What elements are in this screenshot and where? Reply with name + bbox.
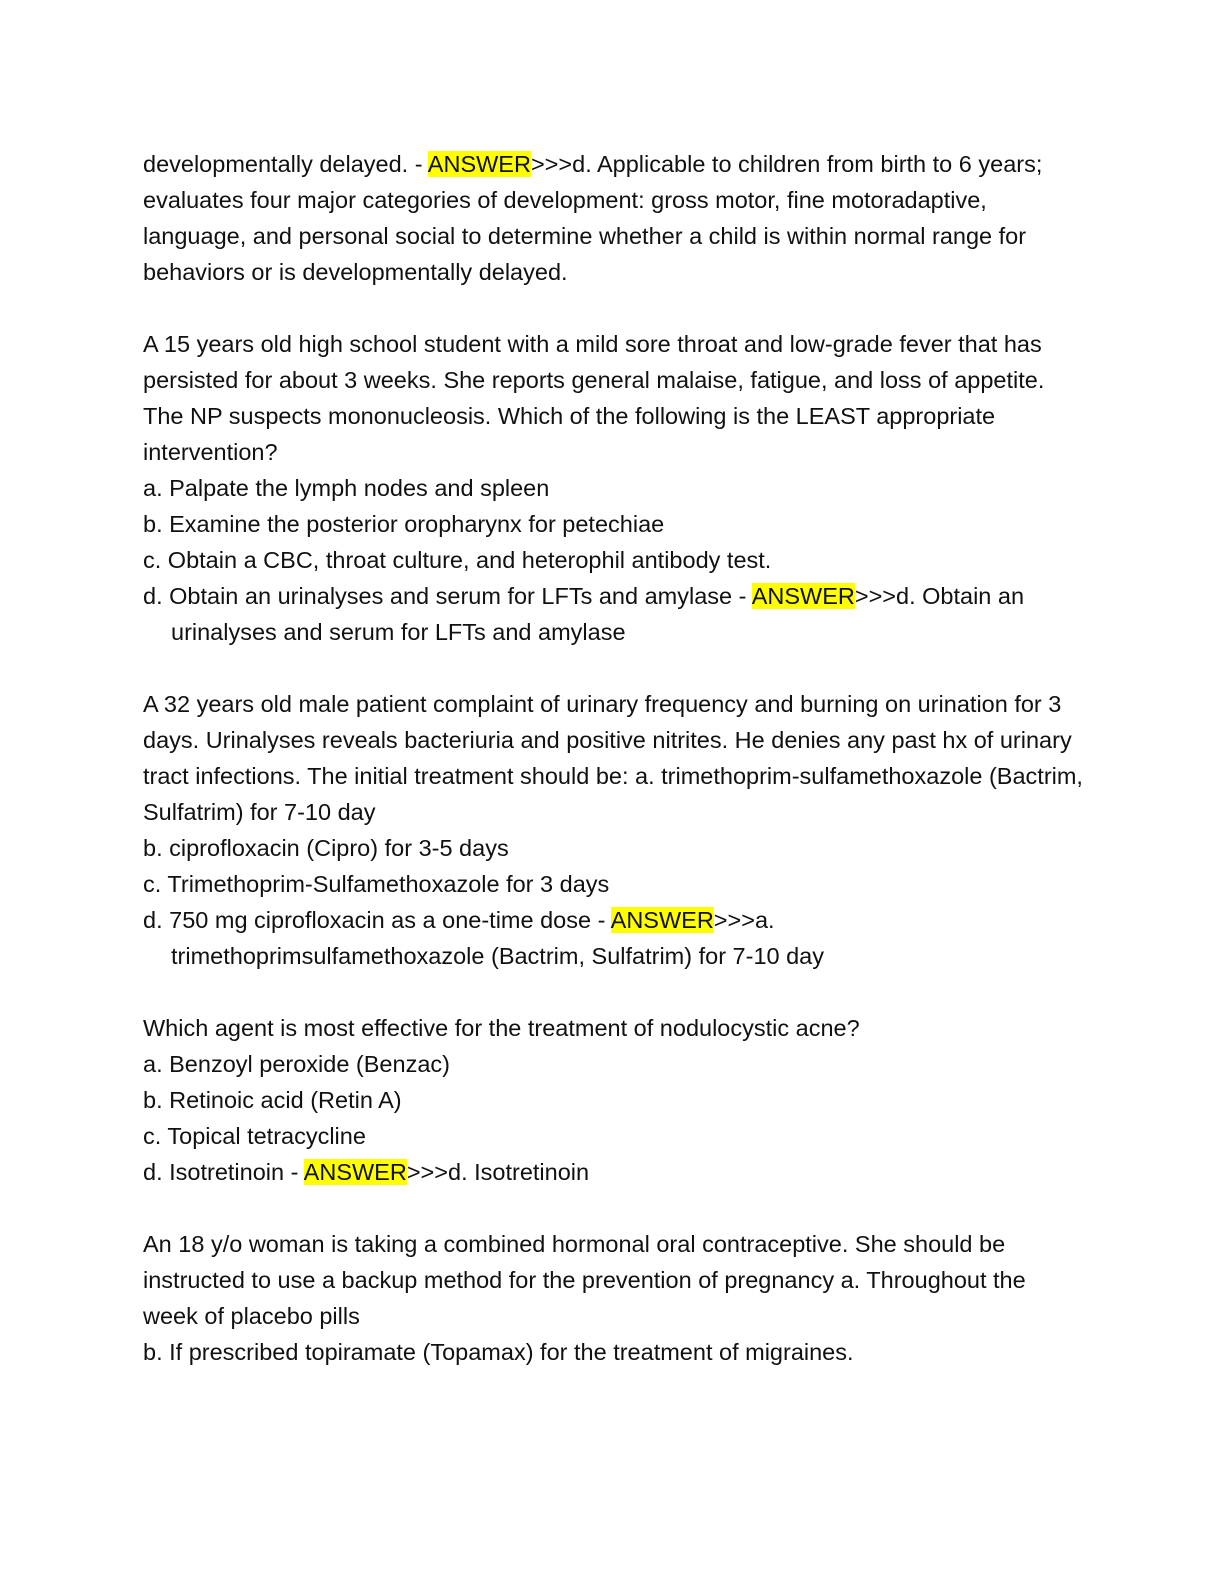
answer-text: >>>d. Applicable to children from birth to 6 years; evaluates four major categories of development: gross motor, fine motoradaptive, language, and personal social to determine whether a child is within normal range for behaviors or is developmentally delayed. xyxy=(143,151,1043,285)
paragraph-spacer xyxy=(143,1190,1083,1226)
answer-text: >>>a. trimethoprimsulfamethoxazole (Bactrim, Sulfatrim) for 7-10 day xyxy=(171,907,824,969)
answer-highlight: ANSWER xyxy=(303,1159,407,1185)
answer-highlight: ANSWER xyxy=(751,583,855,609)
question-stem-contraceptive: An 18 y/o woman is taking a combined hormonal oral contraceptive. She should be instructed to use a backup method for the prevention of pregnancy a. Throughout the week of placebo pills xyxy=(143,1231,1026,1329)
option-c: c. Topical tetracycline xyxy=(143,1123,366,1149)
answer-highlight: ANSWER xyxy=(427,151,531,177)
answer-text: >>>d. Isotretinoin xyxy=(406,1159,590,1185)
option-c: c. Obtain a CBC, throat culture, and heterophil antibody test. xyxy=(143,547,772,573)
document-page xyxy=(143,146,1083,1370)
option-a: a. Palpate the lymph nodes and spleen xyxy=(143,475,550,501)
option-c: c. Trimethoprim-Sulfamethoxazole for 3 days xyxy=(143,871,610,897)
question-stem-mononucleosis: A 15 years old high school student with a mild sore throat and low-grade fever that has persisted for about 3 weeks. She reports general malaise, fatigue, and loss of appetite. The NP suspects mononucleosis. Which of the following is the LEAST appropriate intervention? xyxy=(143,331,1045,465)
paragraph-spacer xyxy=(143,650,1083,686)
option-b: b. ciprofloxacin (Cipro) for 3-5 days xyxy=(143,835,509,861)
option-a: a. Benzoyl peroxide (Benzac) xyxy=(143,1051,450,1077)
option-d-text: d. 750 mg ciprofloxacin as a one-time dose - xyxy=(143,907,611,933)
option-b: b. If prescribed topiramate (Topamax) for the treatment of migraines. xyxy=(143,1339,854,1365)
paragraph-spacer xyxy=(143,974,1083,1010)
option-d xyxy=(143,1154,1083,1190)
paragraph-spacer xyxy=(143,290,1083,326)
paragraph-lead: developmentally delayed. - xyxy=(143,151,428,177)
option-d xyxy=(143,578,1083,650)
question-stem-uti: A 32 years old male patient complaint of urinary frequency and burning on urination for 3 days. Urinalyses reveals bacteriuria and positive nitrites. He denies any past hx of urinary tract infections. The initial treatment should be: a. trimethoprim-sulfamethoxazole (Bactrim, Sulfatrim) for 7-10 day xyxy=(143,691,1083,825)
option-d-text: d. Isotretinoin - xyxy=(143,1159,304,1185)
option-d xyxy=(143,902,1083,974)
answer-text: >>>d. Obtain an urinalyses and serum for LFTs and amylase xyxy=(171,583,1025,645)
option-d-text: d. Obtain an urinalyses and serum for LFTs and amylase - xyxy=(143,583,752,609)
option-b: b. Retinoic acid (Retin A) xyxy=(143,1087,402,1113)
option-b: b. Examine the posterior oropharynx for petechiae xyxy=(143,511,665,537)
answer-paragraph-development xyxy=(143,146,1083,290)
answer-highlight: ANSWER xyxy=(610,907,714,933)
question-stem-acne: Which agent is most effective for the treatment of nodulocystic acne? xyxy=(143,1015,860,1041)
